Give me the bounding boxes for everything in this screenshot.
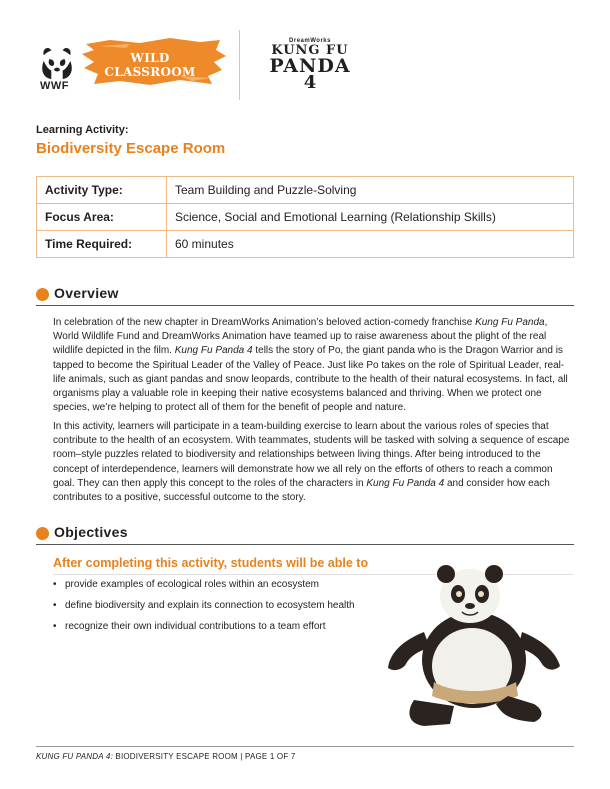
list-item: • define biodiversity and explain its connection to ecosystem health [53,599,355,620]
page-header [0,0,610,110]
table-row [37,204,574,231]
row-label: Time Required: [37,231,167,258]
section-bullet-icon [36,527,49,540]
dreamworks-brand: DreamWorks [289,38,331,44]
header-divider [239,30,240,100]
text-run: In this activity, learners will participate in a team-building exercise to learn about the various roles of species that contribute to the health of an ecosystem. With teammates, students will be tasked with solving a sequence of escape room–style puzzles related to biodiversity and relationships between living things. After being introduced to the concept of interdependence, learners will demonstrate how we all rely on the efforts of others to reach a common goal. They can then apply this concept to the roles of the characters in [53,421,570,489]
row-label: Activity Type: [37,177,167,204]
overview-heading [36,284,574,306]
kfp-title-line1: KUNG FU [271,43,349,58]
wild-classroom-text: WILD CLASSROOM [104,51,196,79]
text-run: tells the story of Po, the giant panda who is the Dragon Warrior and is tapped to become the Spiritual Leader of the Valley of Peace. Just like Po takes on the role of Spiritual Leader, real-life animals, such as giant pandas and snow leopards, contribute to the health of their natural ecosystems. In fact, all organisms play a valuable role in keeping their native ecosystems balanced and thriving. When we protect one species, we’re helping to protect all of them for the benefit of people and nature. [53,345,568,414]
film-title: Kung Fu Panda [475,317,545,328]
text-run: and consider how each contributes to a positive, successful outcome to the story. [53,477,550,504]
kfp-title-line3: 4 [303,72,317,93]
section-title: Overview [54,285,119,301]
po-panda-illustration [384,560,564,730]
text-run: , World Wildlife Fund and DreamWorks Animation have teamed up to raise awareness about the plight of the real wildlife depicted in the film. [53,317,548,357]
footer-divider [36,746,574,747]
overview-paragraph-1 [53,316,573,415]
overview-paragraph-2 [53,420,573,505]
list-item: • recognize their own individual contributions to a team effort [53,620,355,641]
row-label: Focus Area: [37,204,167,231]
footer-text: BIODIVERSITY ESCAPE ROOM | PAGE 1 OF 7 [113,752,296,761]
film-title: Kung Fu Panda 4 [366,477,445,489]
footer-film-title: KUNG FU PANDA 4: [36,752,113,761]
objectives-heading [36,523,574,545]
page-title: Biodiversity Escape Room [36,140,226,157]
row-value: 60 minutes [167,231,574,258]
table-row [37,177,574,204]
wild-classroom-logo [80,36,228,88]
objectives-list [53,578,355,641]
page-footer [36,752,296,761]
activity-info-table [36,176,574,258]
row-value: Team Building and Puzzle-Solving [167,177,574,204]
learning-activity-label: Learning Activity: [36,124,129,136]
text-run: In celebration of the new chapter in DreamWorks Animation’s beloved action-comedy franchise [53,317,476,328]
film-title: Kung Fu Panda 4 [174,345,253,357]
kfp-title-line2: PANDA [269,55,351,77]
section-title: Objectives [54,524,128,540]
row-value: Science, Social and Emotional Learning (Relationship Skills) [167,204,574,231]
objectives-intro: After completing this activity, students will be able to [53,556,369,570]
kung-fu-panda-4-logo [255,38,365,98]
section-bullet-icon [36,288,49,301]
list-item: • provide examples of ecological roles within an ecosystem [53,578,355,599]
wwf-wordmark: WWF [40,80,69,92]
table-row [37,231,574,258]
